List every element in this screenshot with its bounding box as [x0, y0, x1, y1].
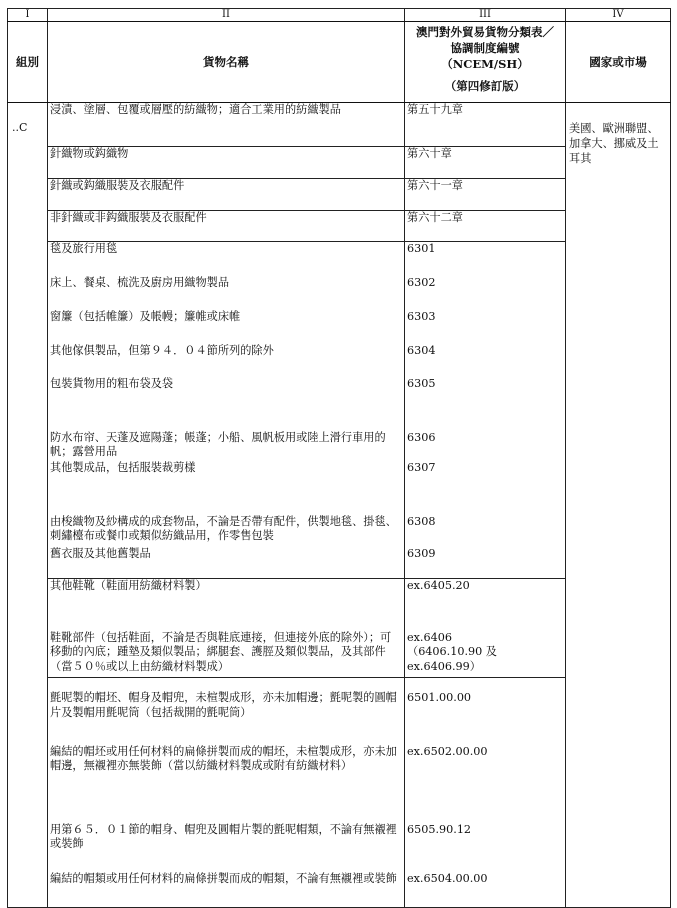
- goods-name: 針織或鈎織服裝及衣服配件: [50, 179, 185, 192]
- header-country: 國家或市場: [566, 22, 671, 103]
- goods-name: 包裝貨物用的粗布袋及袋: [50, 376, 174, 390]
- group-value: ..C: [12, 121, 28, 134]
- goods-name-cell: [48, 547, 405, 579]
- code-cell: [405, 179, 566, 211]
- goods-name: 窗簾（包括帷簾）及帳幔；簾帷或床帷: [50, 309, 241, 323]
- header-ncem-line2: 協調制度編號: [450, 41, 520, 55]
- ncem-code: ex.6406: [407, 630, 452, 644]
- ncem-code: 第六十章: [407, 147, 452, 160]
- goods-name: 非針織或非鈎織服裝及衣服配件: [50, 211, 207, 224]
- ncem-code: ex.6502.00.00: [407, 744, 488, 758]
- code-cell: [405, 242, 566, 276]
- goods-name-cell: [48, 738, 405, 808]
- goods-name: 由梭織物及紗構成的成套物品，不論是否帶有配件，供製地毯、掛毯、刺繡檯布或餐巾或類似紡織品用，作零售包裝: [50, 514, 397, 542]
- goods-name-cell: [48, 579, 405, 613]
- goods-name-cell: [48, 461, 405, 495]
- country-value: 美國、歐洲聯盟、加拿大、挪威及土耳其: [569, 122, 659, 165]
- header-goods: 貨物名稱: [48, 22, 405, 103]
- ncem-code: 第五十九章: [407, 103, 463, 116]
- code-cell: [405, 461, 566, 495]
- goods-name-cell: [48, 147, 405, 179]
- goods-table: [7, 8, 671, 908]
- ncem-code: 6501.00.00: [407, 691, 472, 704]
- goods-name: 編結的帽坯或用任何材料的扁條拼製而成的帽坯，未楦製成形，亦未加帽邊，無襯裡亦無裝飾（當以紡織材料製成或附有紡織材料）: [50, 744, 397, 772]
- ncem-code: 第六十二章: [407, 211, 463, 224]
- goods-name-cell: [48, 678, 405, 738]
- roman-header-4: IV: [566, 9, 671, 22]
- ncem-code: ex.6504.00.00: [407, 871, 488, 885]
- table-row: [8, 103, 671, 147]
- ncem-code: ex.6405.20: [407, 579, 470, 592]
- code-cell: [405, 310, 566, 344]
- goods-name-cell: [48, 808, 405, 856]
- header-ncem: [405, 22, 566, 103]
- header-ncem-edition: （第四修訂版）: [444, 79, 526, 93]
- code-cell: [405, 738, 566, 808]
- ncem-code: 6302: [407, 275, 436, 289]
- goods-name: 其他傢俱製品，但第９４．０４節所列的除外: [50, 343, 274, 357]
- code-cell: [405, 495, 566, 547]
- code-cell: [405, 276, 566, 310]
- goods-name: 防水布帘、天蓬及遮陽蓬；帳蓬；小船、風帆板用或陸上滑行車用的帆；露營用品: [50, 430, 386, 458]
- roman-header-3: III: [405, 9, 566, 22]
- header-ncem-line3: （NCEM/SH）: [441, 57, 529, 71]
- goods-name-cell: [48, 276, 405, 310]
- goods-name-cell: [48, 242, 405, 276]
- code-cell: [405, 344, 566, 377]
- code-cell: [405, 377, 566, 411]
- goods-name-cell: [48, 103, 405, 147]
- goods-name: 其他鞋靴（鞋面用紡織材料製）: [50, 579, 207, 592]
- goods-name-cell: [48, 495, 405, 547]
- goods-name: 用第６５．０１節的帽身、帽兜及圓帽片製的氈呢帽類，不論有無襯裡或裝飾: [50, 822, 397, 850]
- goods-name-cell: [48, 411, 405, 461]
- code-cell: [405, 147, 566, 179]
- ncem-code: 6308: [407, 514, 436, 528]
- code-cell: [405, 808, 566, 856]
- roman-header-2: II: [48, 9, 405, 22]
- code-cell: [405, 103, 566, 147]
- goods-name: 浸漬、塗層、包覆或層壓的紡織物；適合工業用的紡織製品: [50, 103, 341, 116]
- ncem-code: 6304: [407, 343, 436, 357]
- ncem-code: 6309: [407, 546, 436, 560]
- goods-name-cell: [48, 310, 405, 344]
- goods-name-cell: [48, 613, 405, 678]
- code-cell: [405, 411, 566, 461]
- roman-header-row: [8, 9, 671, 22]
- code-cell: [405, 211, 566, 242]
- ncem-code: 6301: [407, 242, 436, 255]
- ncem-code-block: [405, 613, 565, 675]
- goods-name: 其他製成品，包括服裝裁剪樣: [50, 460, 196, 474]
- goods-name-cell: [48, 211, 405, 242]
- ncem-code: 6303: [407, 309, 436, 323]
- group-cell: [8, 103, 48, 908]
- header-group: 組別: [8, 22, 48, 103]
- ncem-code: 第六十一章: [407, 179, 463, 192]
- ncem-code: 6305: [407, 376, 436, 390]
- ncem-code: 6505.90.12: [407, 822, 472, 836]
- goods-name: 床上、餐桌、梳洗及廚房用織物製品: [50, 275, 230, 289]
- goods-name-cell: [48, 179, 405, 211]
- goods-name: 氈呢製的帽坯、帽身及帽兜，未楦製成形，亦未加帽邊；氈呢製的圓帽片及製帽用氈呢筒（包括裁開的氈呢筒）: [50, 691, 397, 719]
- goods-name: 編結的帽類或用任何材料的扁條拼製而成的帽類，不論有無襯裡或裝飾: [50, 871, 397, 885]
- goods-name: 毯及旅行用毯: [50, 242, 118, 255]
- code-cell: [405, 678, 566, 738]
- ncem-code: 6307: [407, 460, 436, 474]
- goods-name: 舊衣服及其他舊製品: [50, 546, 151, 560]
- code-cell: [405, 613, 566, 678]
- code-cell: [405, 547, 566, 579]
- header-ncem-line1: 澳門對外貿易貨物分類表／: [416, 25, 554, 39]
- goods-name: 鞋靴部件（包括鞋面，不論是否與鞋底連接，但連接外底的除外）；可移動的內底；踵墊及類似製品；綁腿套、護脛及類似製品，及其部件（當５０％或以上由紡織材料製成）: [50, 630, 392, 673]
- goods-name: 針織物或鈎織物: [50, 147, 129, 160]
- column-header-row: [8, 22, 671, 103]
- ncem-code: 6306: [407, 430, 436, 444]
- ncem-code-line2: （6406.10.90 及: [407, 645, 497, 658]
- document-page: [7, 8, 670, 892]
- roman-header-1: I: [8, 9, 48, 22]
- country-cell: [566, 103, 671, 908]
- goods-name-cell: [48, 377, 405, 411]
- goods-name-cell: [48, 344, 405, 377]
- code-cell: [405, 579, 566, 613]
- ncem-code-line3: ex.6406.99）: [407, 659, 481, 673]
